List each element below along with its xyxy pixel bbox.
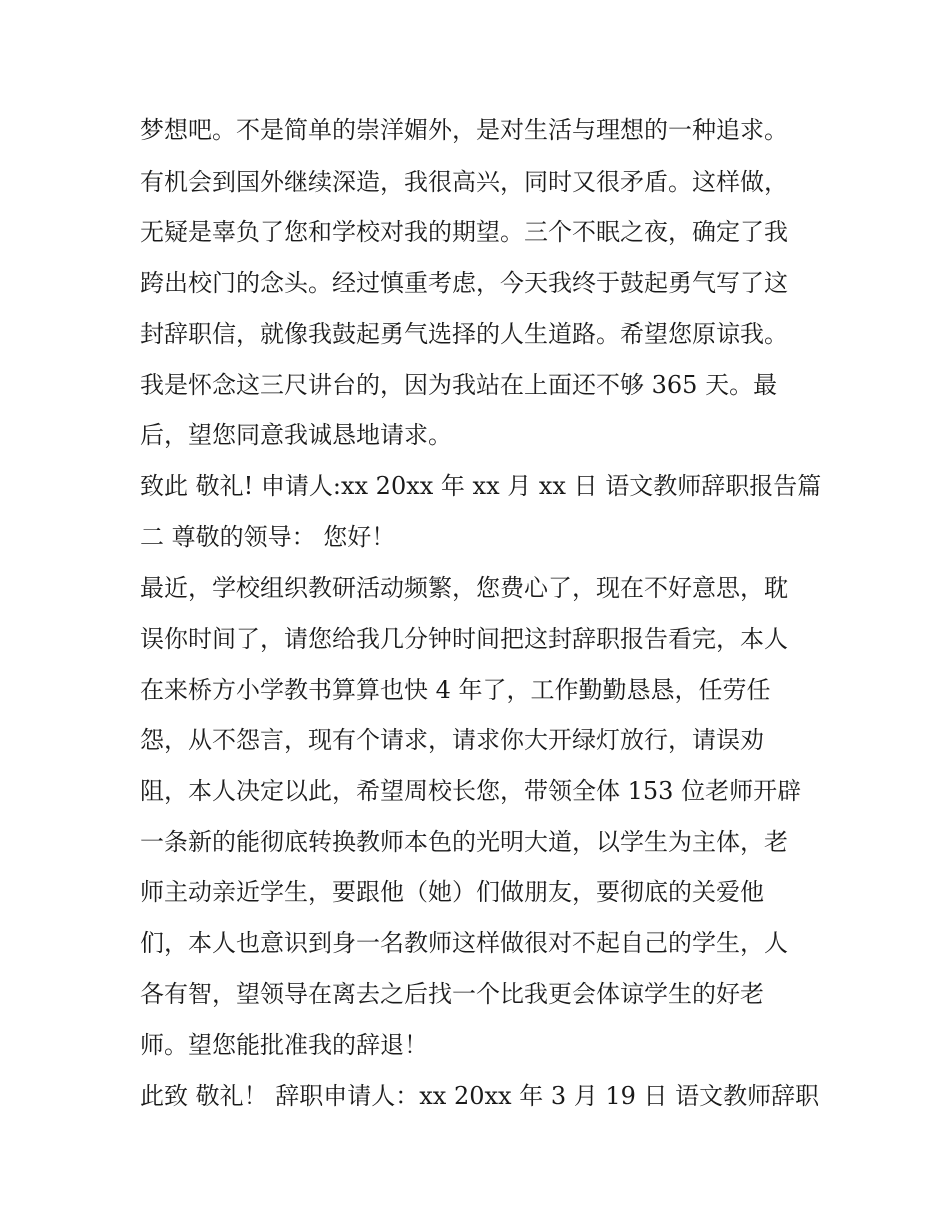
text-line: 师主动亲近学生，要跟他（她）们做朋友，要彻底的关爱他 [140,878,764,906]
text-line: 二 尊敬的领导： 您好！ [140,523,396,551]
text-line: 们，本人也意识到身一名教师这样做很对不起自己的学生，人 [140,929,788,957]
text-line: 此致 敬礼！ 辞职申请人：xx 20xx 年 3 月 19 日 语文教师辞职 [140,1082,820,1110]
text-line: 一条新的能彻底转换教师本色的光明大道，以学生为主体，老 [140,828,788,856]
text-line: 有机会到国外继续深造，我很高兴，同时又很矛盾。这样做， [140,168,788,196]
text-line: 怨，从不怨言，现有个请求，请求你大开绿灯放行，请误劝 [140,726,764,754]
text-line: 师。望您能批准我的辞退！ [140,1031,428,1059]
text-line: 致此 敬礼! 申请人:xx 20xx 年 xx 月 xx 日 语文教师辞职报告篇 [140,472,822,500]
text-line: 梦想吧。不是简单的崇洋媚外，是对生活与理想的一种追求。 [140,116,788,144]
text-line: 各有智，望领导在离去之后找一个比我更会体谅学生的好老 [140,980,764,1008]
text-line: 后，望您同意我诚恳地请求。 [140,421,452,449]
text-line: 误你时间了，请您给我几分钟时间把这封辞职报告看完，本人 [140,625,788,653]
text-line: 跨出校门的念头。经过慎重考虑，今天我终于鼓起勇气写了这 [140,269,788,297]
text-line: 阻，本人决定以此，希望周校长您，带领全体 153 位老师开辟 [140,777,802,805]
text-line: 我是怀念这三尺讲台的，因为我站在上面还不够 365 天。最 [140,371,778,399]
text-line: 最近，学校组织教研活动频繁，您费心了，现在不好意思，耽 [140,574,788,602]
text-line: 无疑是辜负了您和学校对我的期望。三个不眠之夜，确定了我 [140,218,788,246]
text-line: 在来桥方小学教书算算也快 4 年了，工作勤勤恳恳，任劳任 [140,676,771,704]
text-line: 封辞职信，就像我鼓起勇气选择的人生道路。希望您原谅我。 [140,320,788,348]
